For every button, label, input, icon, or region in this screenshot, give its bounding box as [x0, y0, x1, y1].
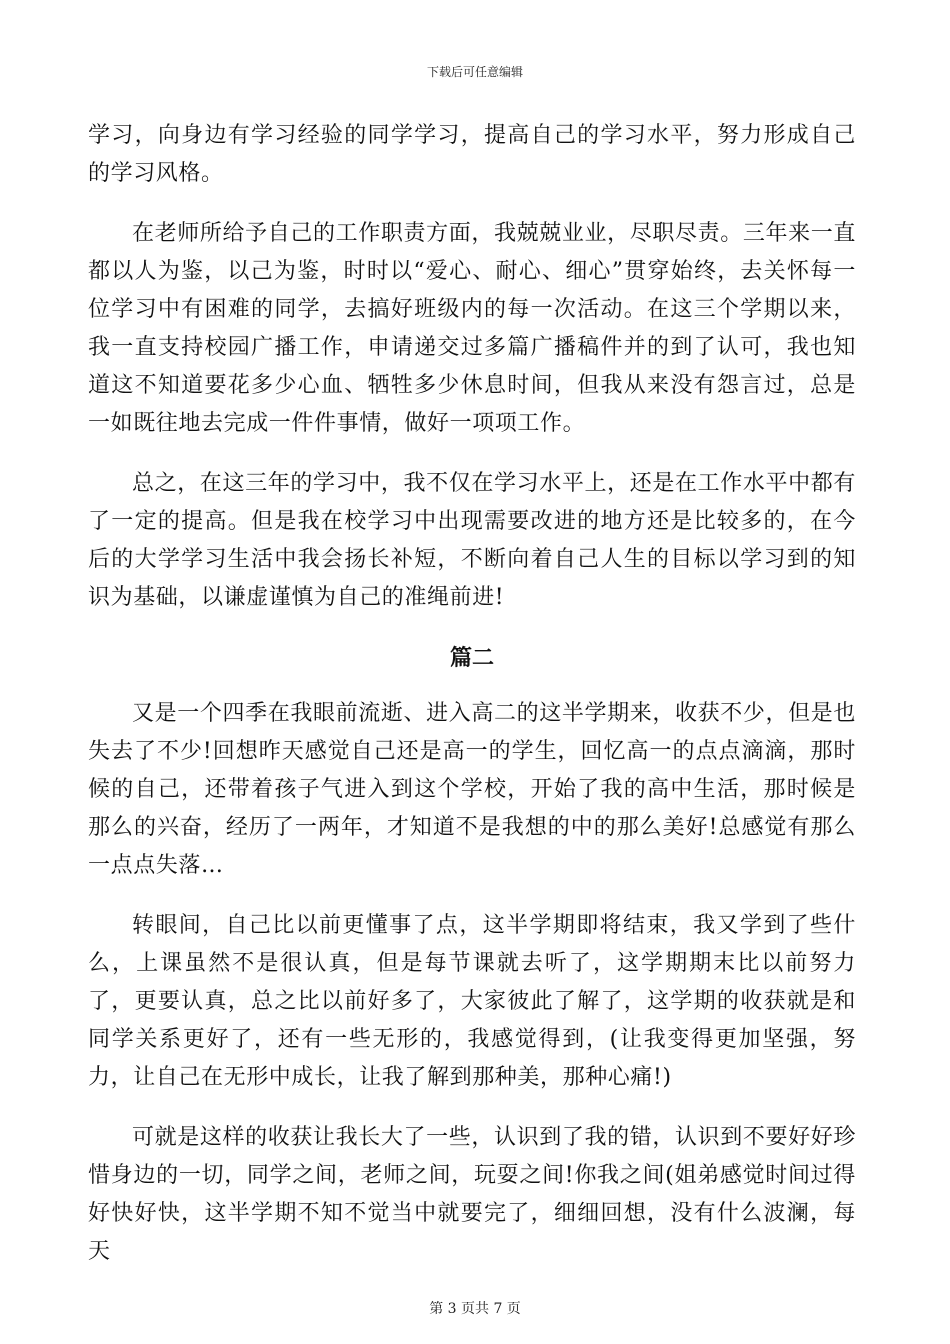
- page-header: 下载后可任意编辑: [426, 65, 523, 79]
- document-body: [88, 117, 856, 1293]
- paragraph-continuation: 学习，向身边有学习经验的同学学习，提高自己的学习水平，努力形成自己的学习风格。: [88, 123, 856, 186]
- paragraph-seasons: 又是一个四季在我眼前流逝、进入高二的这半学期来，收获不少，但是也失去了不少!回想昨天感觉自己还是高一的学生，回忆高一的点点滴滴，那时候的自己，还带着孩子气进入到这个学校，开始了我的高中生活，那时候是那么的兴奋，经历了一两年，才知道不是我想的中的那么美好!总感觉有那么一点点失落…: [88, 701, 856, 878]
- section-title: 篇二: [449, 645, 494, 671]
- paragraph-harvest: 可就是这样的收获让我长大了一些，认识到了我的错，认识到不要好好珍惜身边的一切，同学之间，老师之间，玩耍之间!你我之间(姐弟感觉时间过得好快好快，这半学期不知不觉当中就要完了，细细回想，没有什么波澜，每天: [88, 1125, 856, 1264]
- page-footer: 第 3 页共 7 页: [429, 1301, 521, 1317]
- paragraph-growth: 转眼间，自己比以前更懂事了点，这半学期即将结束，我又学到了些什么，上课虽然不是很认真，但是每节课就去听了，这学期期末比以前努力了，更要认真，总之比以前好多了，大家彼此了解了，这学期的收获就是和同学关系更好了，还有一些无形的，我感觉得到，(让我变得更加坚强，努力，让自己在无形中成长，让我了解到那种美，那种心痛!): [88, 913, 856, 1090]
- paragraph-work-duties: 在老师所给予自己的工作职责方面，我兢兢业业，尽职尽责。三年来一直都以人为鉴，以己为鉴，时时以“爱心、耐心、细心”贯穿始终，去关怀每一位学习中有困难的同学，去搞好班级内的每一次活动。在这三个学期以来，我一直支持校园广播工作，申请递交过多篇广播稿件并的到了认可，我也知道这不知道要花多少心血、牺牲多少休息时间，但我从来没有怨言过，总是一如既往地去完成一件件事情，做好一项项工作。: [88, 221, 856, 436]
- paragraph-summary: 总之，在这三年的学习中，我不仅在学习水平上，还是在工作水平中都有了一定的提高。但是我在校学习中出现需要改进的地方还是比较多的，在今后的大学学习生活中我会扬长补短，不断向着自己人生的目标以学习到的知识为基础，以谦虚谨慎为自己的准绳前进!: [88, 471, 856, 610]
